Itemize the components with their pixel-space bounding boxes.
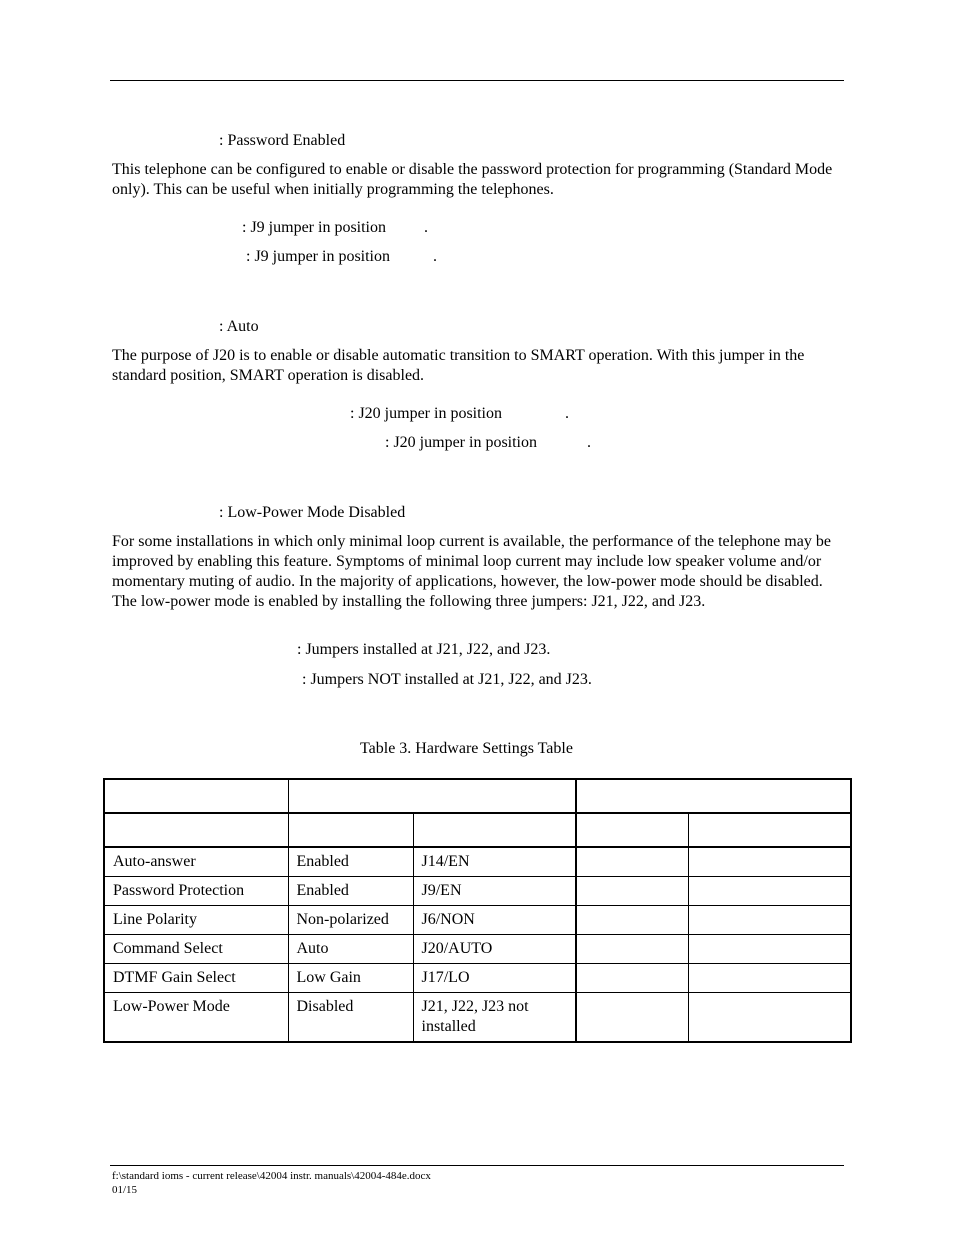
option-line-end: . (433, 248, 437, 265)
empty-cell (688, 906, 851, 935)
section-body-password: This telephone can be configured to enable or disable the password protection for programming (Standard Mode only). This can be useful when initially programming the telephones. (112, 161, 833, 198)
setting-cell: Enabled (288, 877, 413, 906)
empty-cell (576, 877, 688, 906)
section-heading-password: : Password Enabled (219, 132, 346, 149)
table-header-cell (104, 813, 288, 847)
table-header-cell (576, 813, 688, 847)
setting-cell: Auto (288, 935, 413, 964)
feature-cell: Password Protection (104, 877, 288, 906)
empty-cell (576, 906, 688, 935)
section-body-low-power: For some installations in which only minimal loop current is available, the performance of the telephone may be improved by enabling this feature. Symptoms of minimal loop current may include low speaker volume and/or momentary muting of audio. In the majority of applications, however, the low-power mode should be disabled. The low-power mode is enabled by installing the following three jumpers: J21, J22, and J23. (112, 533, 831, 610)
section-heading-command-select: : Auto (219, 318, 259, 335)
option-line-end: . (565, 405, 569, 422)
table-caption: Table 3. Hardware Settings Table (360, 740, 573, 757)
header-rule (110, 80, 844, 81)
table-row (104, 964, 851, 993)
jumper-cell: J9/EN (413, 877, 576, 906)
empty-cell (576, 847, 688, 877)
empty-cell (688, 935, 851, 964)
table-header-cell (688, 813, 851, 847)
hardware-settings-table (103, 778, 852, 1043)
empty-cell (576, 935, 688, 964)
footer-file-path: f:\standard ioms - current release\42004 instr. manuals\42004-484e.docx (112, 1170, 431, 1182)
empty-cell (576, 993, 688, 1043)
empty-cell (688, 964, 851, 993)
jumper-cell: J17/LO (413, 964, 576, 993)
table-header-cell (576, 779, 851, 813)
setting-cell: Disabled (288, 993, 413, 1043)
section-body-command-select: The purpose of J20 is to enable or disable automatic transition to SMART operation. With this jumper in the standard position, SMART operation is disabled. (112, 347, 805, 384)
setting-cell: Low Gain (288, 964, 413, 993)
feature-cell: Command Select (104, 935, 288, 964)
setting-cell: Enabled (288, 847, 413, 877)
jumper-cell: J20/AUTO (413, 935, 576, 964)
table-subheader-row (104, 813, 851, 847)
option-line: : J9 jumper in position (246, 248, 390, 265)
empty-cell (688, 877, 851, 906)
footer-date: 01/15 (112, 1184, 138, 1196)
setting-cell: Non-polarized (288, 906, 413, 935)
option-line: : J20 jumper in position (350, 405, 502, 422)
feature-cell: Auto-answer (104, 847, 288, 877)
table-row (104, 906, 851, 935)
feature-cell: Low-Power Mode (104, 993, 288, 1043)
table-header-cell (288, 813, 413, 847)
table-header-cell (413, 813, 576, 847)
option-line: : J9 jumper in position (242, 219, 386, 236)
option-line: : J20 jumper in position (385, 434, 537, 451)
table-row (104, 993, 851, 1043)
empty-cell (688, 993, 851, 1043)
option-line: : Jumpers installed at J21, J22, and J23. (297, 641, 551, 658)
table-row (104, 847, 851, 877)
table-header-cell (288, 779, 576, 813)
feature-cell: Line Polarity (104, 906, 288, 935)
table-row (104, 877, 851, 906)
table-header-row (104, 779, 851, 813)
table-row (104, 935, 851, 964)
empty-cell (576, 964, 688, 993)
option-line-end: . (587, 434, 591, 451)
jumper-cell: J14/EN (413, 847, 576, 877)
table-header-cell (104, 779, 288, 813)
option-line: : Jumpers NOT installed at J21, J22, and J23. (302, 671, 592, 688)
footer-rule (110, 1165, 844, 1166)
feature-cell: DTMF Gain Select (104, 964, 288, 993)
empty-cell (688, 847, 851, 877)
jumper-cell: J21, J22, J23 not installed (413, 993, 576, 1043)
jumper-cell: J6/NON (413, 906, 576, 935)
section-heading-low-power: : Low-Power Mode Disabled (219, 504, 406, 521)
option-line-end: . (424, 219, 428, 236)
